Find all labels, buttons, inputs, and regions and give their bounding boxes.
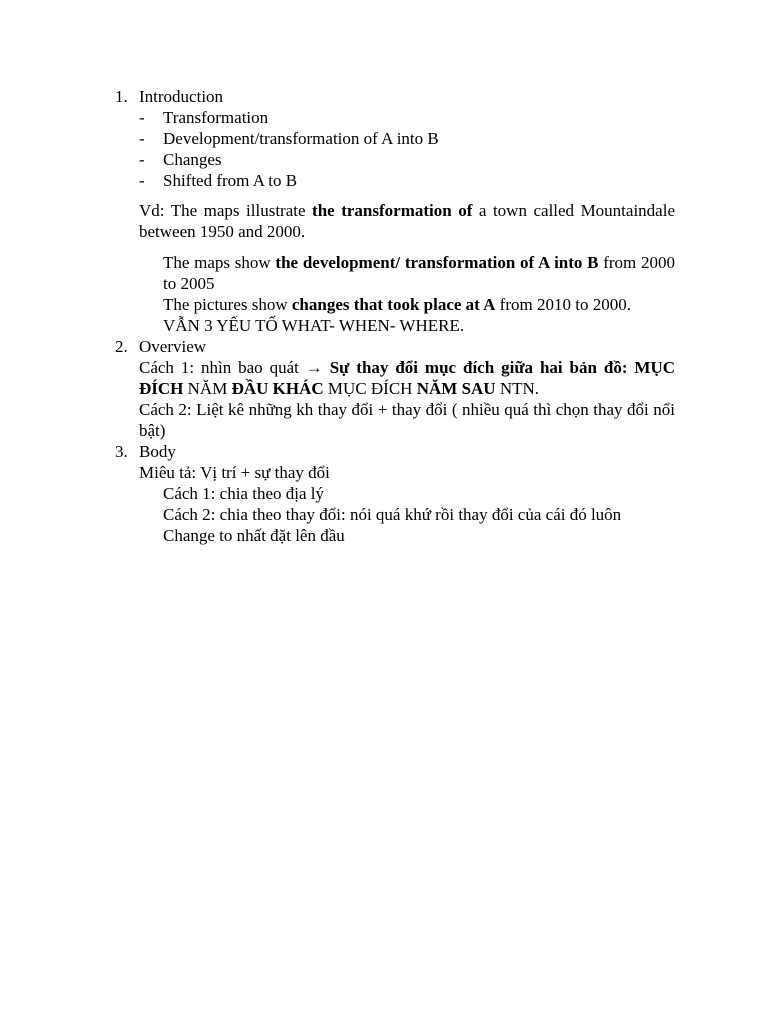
bullet-item [115, 149, 675, 170]
section-number: 1. [115, 87, 128, 106]
dash-bullet: - [139, 150, 145, 169]
section-heading-overview [115, 336, 675, 357]
overview-method-1: Cách 1: nhìn bao quát → Sự thay đổi mục đích giữa hai bản đồ: MỤC ĐÍCH NĂM ĐẦU KHÁC MỤC ĐÍCH NĂM SAU NTN. [139, 358, 675, 398]
bullet-item [115, 107, 675, 128]
dash-bullet: - [139, 108, 145, 127]
example-sentence: The pictures show changes that took place at A from 2010 to 2000. [163, 295, 631, 314]
overview-method-2: Cách 2: Liệt kê những kh thay đổi + thay đổi ( nhiều quá thì chọn thay đổi nổi bật) [139, 400, 675, 440]
section-title: Body [139, 442, 176, 461]
section-title: Overview [139, 337, 207, 356]
body-description: Miêu tả: Vị trí + sự thay đổi [139, 463, 330, 482]
bullet-text: Shifted from A to B [163, 171, 298, 190]
section-number: 3. [115, 442, 128, 461]
example-sentence: The maps show the development/ transformation of A into B from 2000 to 2005 [163, 253, 675, 293]
section-number: 2. [115, 337, 128, 356]
document-content [115, 86, 675, 546]
example-paragraph: Vd: The maps illustrate the transformation of a town called Mountaindale between 1950 and 2000. [139, 201, 675, 241]
section-heading-body [115, 441, 675, 462]
section-heading-introduction [115, 86, 675, 107]
dash-bullet: - [139, 129, 145, 148]
right-arrow-icon: → [305, 358, 323, 377]
bullet-item [115, 128, 675, 149]
bullet-item [115, 170, 675, 191]
body-method-1: Cách 1: chia theo địa lý [163, 484, 324, 503]
body-note: Change to nhất đặt lên đầu [163, 526, 345, 545]
dash-bullet: - [139, 171, 145, 190]
bullet-text: Changes [163, 150, 222, 169]
body-method-2: Cách 2: chia theo thay đổi: nói quá khứ rồi thay đổi của cái đó luôn [163, 505, 622, 524]
section-title: Introduction [139, 87, 224, 106]
bullet-text: Transformation [163, 108, 269, 127]
bullet-text: Development/transformation of A into B [163, 129, 439, 148]
note-line: VẪN 3 YẾU TỐ WHAT- WHEN- WHERE. [163, 316, 465, 335]
